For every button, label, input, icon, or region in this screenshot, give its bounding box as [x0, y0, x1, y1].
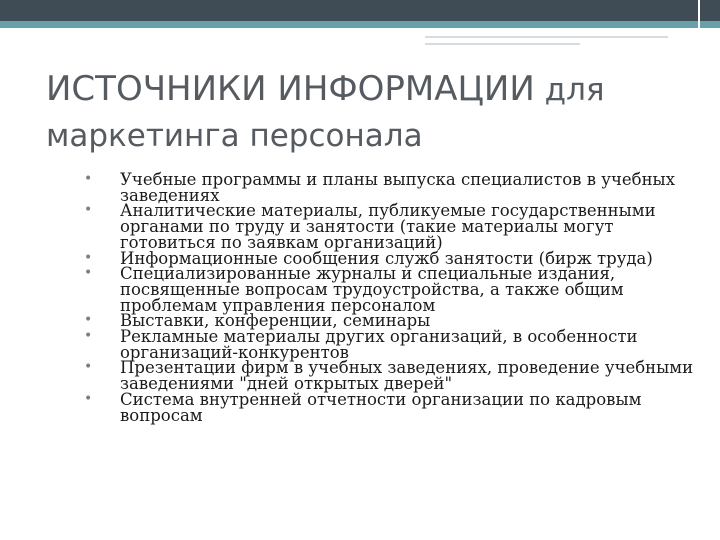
bullet-icon: •: [84, 312, 93, 329]
bullet-icon: •: [84, 390, 93, 407]
title-caps: ИСТОЧНИКИ ИНФОРМАЦИИ: [46, 69, 535, 109]
bullet-icon: •: [84, 171, 93, 187]
list-item-text: Выставки, конференции, семинары: [120, 311, 431, 331]
header-bar-teal-right: [700, 21, 720, 28]
list-item: [84, 389, 704, 425]
list-item-text: Информационные сообщения служб занятости (бирж труда): [120, 248, 653, 268]
bullet-icon: •: [84, 328, 93, 345]
header-bar-teal: [0, 21, 698, 28]
list-item: [84, 329, 704, 360]
header-gap: [698, 0, 700, 50]
header-bar-dark-right: [700, 0, 720, 21]
list-item-text: Специализированные журналы и специальные издания, посвященные вопросам трудоустройства, а также общим проблемам управления персоналом: [120, 264, 624, 315]
slide-title: [46, 66, 686, 159]
bullet-icon: •: [84, 359, 93, 376]
list-item-text: Учебные программы и планы выпуска специалистов в учебных заведениях: [120, 170, 675, 205]
decorative-line-long: [425, 36, 668, 38]
list-item: [84, 266, 704, 313]
list-item: [84, 358, 704, 394]
title-rest: для: [534, 72, 605, 108]
header-bar-dark: [0, 0, 698, 21]
list-item-text: Рекламные материалы других организаций, в особенности организаций-конкурентов: [120, 327, 638, 362]
bullet-icon: •: [84, 249, 93, 266]
list-item-text: Презентации фирм в учебных заведениях, проведение учебными заведениями "дней открытых дверей": [120, 358, 694, 394]
list-item: [84, 172, 704, 203]
list-item-text: Аналитические материалы, публикуемые государственными органами по труду и занятости (такие материалы могут готовиться по заявкам организаций): [120, 201, 656, 252]
sources-list: [84, 172, 704, 423]
title-line2: маркетинга персонала: [46, 118, 423, 154]
list-item-text: Система внутренней отчетности организации по кадровым вопросам: [120, 389, 642, 425]
list-item: [84, 203, 704, 250]
bullet-icon: •: [84, 265, 93, 282]
bullet-icon: •: [84, 202, 93, 219]
decorative-line-short: [425, 43, 580, 45]
